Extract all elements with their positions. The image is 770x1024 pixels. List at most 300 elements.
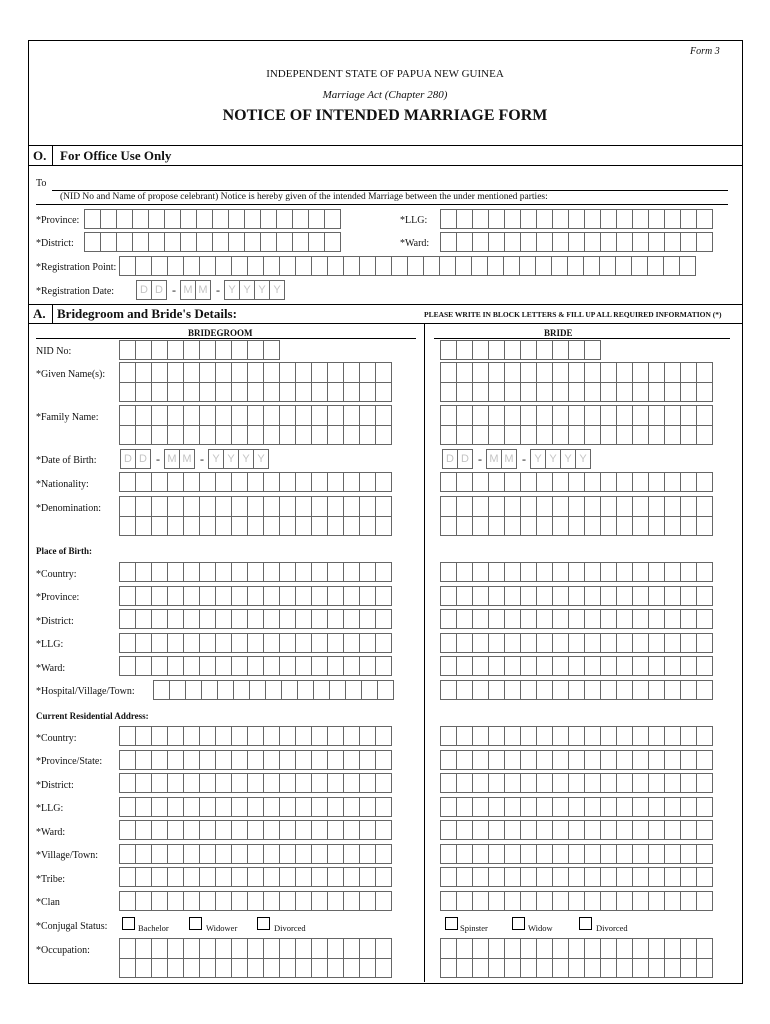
char-box[interactable] <box>231 750 248 770</box>
char-box[interactable] <box>311 256 328 276</box>
char-box[interactable] <box>648 496 665 536</box>
char-box[interactable] <box>183 867 200 887</box>
char-box[interactable] <box>600 867 617 887</box>
char-box[interactable] <box>535 256 552 276</box>
char-box[interactable] <box>231 586 248 606</box>
bride-birth-country-boxes[interactable] <box>440 562 713 582</box>
char-box[interactable] <box>616 656 633 676</box>
char-box[interactable] <box>504 891 521 911</box>
char-box[interactable] <box>583 256 600 276</box>
char-box[interactable] <box>680 750 697 770</box>
char-box[interactable] <box>167 340 184 360</box>
char-box[interactable] <box>536 820 553 840</box>
char-box[interactable] <box>440 633 457 653</box>
char-box[interactable] <box>504 750 521 770</box>
char-box[interactable] <box>263 340 280 360</box>
char-box[interactable] <box>504 472 521 492</box>
char-box[interactable] <box>279 496 296 536</box>
char-box[interactable] <box>456 609 473 629</box>
char-box[interactable] <box>327 797 344 817</box>
char-box[interactable] <box>600 844 617 864</box>
char-box[interactable] <box>472 773 489 793</box>
char-box[interactable] <box>263 362 280 402</box>
char-box[interactable] <box>584 867 601 887</box>
char-box[interactable] <box>228 232 245 252</box>
char-box[interactable] <box>440 820 457 840</box>
char-box[interactable] <box>440 773 457 793</box>
char-box[interactable] <box>440 797 457 817</box>
char-box[interactable] <box>359 773 376 793</box>
char-box[interactable] <box>263 938 280 978</box>
char-box[interactable] <box>327 633 344 653</box>
char-box[interactable] <box>327 726 344 746</box>
char-box[interactable] <box>375 633 392 653</box>
char-box[interactable] <box>472 362 489 402</box>
groom-address-country-boxes[interactable] <box>119 726 392 746</box>
char-box[interactable] <box>632 209 649 229</box>
char-box[interactable] <box>247 844 264 864</box>
char-box[interactable] <box>231 362 248 402</box>
bride-address-llg-boxes[interactable] <box>440 797 713 817</box>
registration-date-boxes[interactable] <box>137 280 285 300</box>
char-box[interactable] <box>536 586 553 606</box>
char-box[interactable] <box>359 656 376 676</box>
char-box[interactable] <box>680 797 697 817</box>
char-box[interactable] <box>600 232 617 252</box>
char-box[interactable] <box>311 472 328 492</box>
char-box[interactable] <box>247 750 264 770</box>
char-box[interactable] <box>520 844 537 864</box>
char-box[interactable] <box>680 362 697 402</box>
char-box[interactable] <box>311 891 328 911</box>
char-box[interactable] <box>440 232 457 252</box>
char-box[interactable] <box>664 209 681 229</box>
char-box[interactable] <box>343 867 360 887</box>
char-box[interactable] <box>247 820 264 840</box>
char-box[interactable] <box>520 209 537 229</box>
char-box[interactable] <box>295 405 312 445</box>
char-box[interactable] <box>680 633 697 653</box>
char-box[interactable] <box>167 656 184 676</box>
char-box[interactable] <box>679 256 696 276</box>
char-box[interactable] <box>520 496 537 536</box>
char-box[interactable] <box>231 633 248 653</box>
date-digit-box[interactable]: Y <box>575 449 591 469</box>
char-box[interactable] <box>472 472 489 492</box>
char-box[interactable] <box>584 797 601 817</box>
char-box[interactable] <box>568 891 585 911</box>
char-box[interactable] <box>632 726 649 746</box>
char-box[interactable] <box>664 562 681 582</box>
char-box[interactable] <box>440 680 457 700</box>
char-box[interactable] <box>552 562 569 582</box>
char-box[interactable] <box>632 633 649 653</box>
char-box[interactable] <box>456 750 473 770</box>
char-box[interactable] <box>568 362 585 402</box>
char-box[interactable] <box>263 844 280 864</box>
char-box[interactable] <box>311 609 328 629</box>
char-box[interactable] <box>488 362 505 402</box>
char-box[interactable] <box>135 405 152 445</box>
char-box[interactable] <box>311 633 328 653</box>
char-box[interactable] <box>664 496 681 536</box>
char-box[interactable] <box>215 496 232 536</box>
char-box[interactable] <box>664 867 681 887</box>
char-box[interactable] <box>167 256 184 276</box>
char-box[interactable] <box>440 586 457 606</box>
char-box[interactable] <box>119 773 136 793</box>
char-box[interactable] <box>215 472 232 492</box>
char-box[interactable] <box>680 726 697 746</box>
char-box[interactable] <box>696 726 713 746</box>
char-box[interactable] <box>135 472 152 492</box>
char-box[interactable] <box>311 726 328 746</box>
date-digit-box[interactable]: Y <box>208 449 224 469</box>
char-box[interactable] <box>231 340 248 360</box>
bride-address-ward-boxes[interactable] <box>440 820 713 840</box>
char-box[interactable] <box>231 496 248 536</box>
char-box[interactable] <box>456 867 473 887</box>
char-box[interactable] <box>440 656 457 676</box>
char-box[interactable] <box>632 609 649 629</box>
groom-dob-boxes[interactable] <box>121 449 269 469</box>
char-box[interactable] <box>343 820 360 840</box>
char-box[interactable] <box>648 867 665 887</box>
char-box[interactable] <box>279 773 296 793</box>
char-box[interactable] <box>244 209 261 229</box>
char-box[interactable] <box>375 726 392 746</box>
char-box[interactable] <box>472 609 489 629</box>
char-box[interactable] <box>440 405 457 445</box>
char-box[interactable] <box>471 256 488 276</box>
groom-family-name-boxes[interactable] <box>119 405 392 445</box>
char-box[interactable] <box>455 256 472 276</box>
char-box[interactable] <box>183 656 200 676</box>
char-box[interactable] <box>215 820 232 840</box>
char-box[interactable] <box>247 362 264 402</box>
char-box[interactable] <box>119 472 136 492</box>
char-box[interactable] <box>375 472 392 492</box>
char-box[interactable] <box>359 726 376 746</box>
char-box[interactable] <box>520 680 537 700</box>
char-box[interactable] <box>295 726 312 746</box>
bride-spinster-checkbox[interactable] <box>445 917 458 930</box>
char-box[interactable] <box>488 472 505 492</box>
char-box[interactable] <box>135 562 152 582</box>
char-box[interactable] <box>504 586 521 606</box>
char-box[interactable] <box>263 867 280 887</box>
char-box[interactable] <box>215 891 232 911</box>
char-box[interactable] <box>680 496 697 536</box>
char-box[interactable] <box>472 750 489 770</box>
char-box[interactable] <box>279 844 296 864</box>
char-box[interactable] <box>632 405 649 445</box>
char-box[interactable] <box>456 496 473 536</box>
char-box[interactable] <box>456 340 473 360</box>
char-box[interactable] <box>680 867 697 887</box>
char-box[interactable] <box>648 656 665 676</box>
char-box[interactable] <box>295 773 312 793</box>
char-box[interactable] <box>520 232 537 252</box>
office-llg-boxes[interactable] <box>440 209 713 229</box>
char-box[interactable] <box>343 362 360 402</box>
char-box[interactable] <box>632 362 649 402</box>
char-box[interactable] <box>375 586 392 606</box>
char-box[interactable] <box>616 609 633 629</box>
char-box[interactable] <box>488 867 505 887</box>
char-box[interactable] <box>440 472 457 492</box>
char-box[interactable] <box>648 405 665 445</box>
char-box[interactable] <box>472 340 489 360</box>
char-box[interactable] <box>151 844 168 864</box>
char-box[interactable] <box>199 405 216 445</box>
char-box[interactable] <box>696 680 713 700</box>
char-box[interactable] <box>247 938 264 978</box>
char-box[interactable] <box>616 472 633 492</box>
char-box[interactable] <box>440 750 457 770</box>
char-box[interactable] <box>616 496 633 536</box>
char-box[interactable] <box>212 209 229 229</box>
char-box[interactable] <box>279 405 296 445</box>
char-box[interactable] <box>472 209 489 229</box>
char-box[interactable] <box>680 405 697 445</box>
char-box[interactable] <box>599 256 616 276</box>
char-box[interactable] <box>183 472 200 492</box>
char-box[interactable] <box>552 844 569 864</box>
char-box[interactable] <box>135 256 152 276</box>
char-box[interactable] <box>488 750 505 770</box>
char-box[interactable] <box>616 586 633 606</box>
char-box[interactable] <box>247 405 264 445</box>
char-box[interactable] <box>135 633 152 653</box>
char-box[interactable] <box>327 405 344 445</box>
char-box[interactable] <box>183 256 200 276</box>
char-box[interactable] <box>568 472 585 492</box>
char-box[interactable] <box>119 820 136 840</box>
char-box[interactable] <box>536 405 553 445</box>
char-box[interactable] <box>199 938 216 978</box>
registration-point-boxes[interactable] <box>119 256 696 276</box>
char-box[interactable] <box>151 633 168 653</box>
char-box[interactable] <box>632 232 649 252</box>
char-box[interactable] <box>584 680 601 700</box>
char-box[interactable] <box>183 773 200 793</box>
char-box[interactable] <box>151 362 168 402</box>
char-box[interactable] <box>536 750 553 770</box>
char-box[interactable] <box>247 867 264 887</box>
char-box[interactable] <box>680 472 697 492</box>
char-box[interactable] <box>151 405 168 445</box>
char-box[interactable] <box>231 656 248 676</box>
char-box[interactable] <box>375 867 392 887</box>
char-box[interactable] <box>568 633 585 653</box>
char-box[interactable] <box>600 891 617 911</box>
char-box[interactable] <box>167 496 184 536</box>
char-box[interactable] <box>151 586 168 606</box>
char-box[interactable] <box>568 750 585 770</box>
char-box[interactable] <box>151 750 168 770</box>
char-box[interactable] <box>680 609 697 629</box>
char-box[interactable] <box>616 820 633 840</box>
char-box[interactable] <box>183 586 200 606</box>
office-ward-boxes[interactable] <box>440 232 713 252</box>
char-box[interactable] <box>359 496 376 536</box>
char-box[interactable] <box>180 209 197 229</box>
char-box[interactable] <box>520 633 537 653</box>
char-box[interactable] <box>440 609 457 629</box>
char-box[interactable] <box>584 496 601 536</box>
char-box[interactable] <box>552 209 569 229</box>
char-box[interactable] <box>119 656 136 676</box>
char-box[interactable] <box>504 797 521 817</box>
char-box[interactable] <box>359 844 376 864</box>
char-box[interactable] <box>279 726 296 746</box>
char-box[interactable] <box>648 750 665 770</box>
char-box[interactable] <box>119 609 136 629</box>
char-box[interactable] <box>215 750 232 770</box>
char-box[interactable] <box>520 340 537 360</box>
char-box[interactable] <box>279 256 296 276</box>
char-box[interactable] <box>520 472 537 492</box>
char-box[interactable] <box>199 891 216 911</box>
char-box[interactable] <box>359 586 376 606</box>
char-box[interactable] <box>151 562 168 582</box>
char-box[interactable] <box>552 750 569 770</box>
date-digit-box[interactable]: Y <box>224 280 240 300</box>
char-box[interactable] <box>343 562 360 582</box>
char-box[interactable] <box>311 405 328 445</box>
char-box[interactable] <box>183 750 200 770</box>
char-box[interactable] <box>472 562 489 582</box>
char-box[interactable] <box>648 797 665 817</box>
char-box[interactable] <box>536 562 553 582</box>
char-box[interactable] <box>311 586 328 606</box>
char-box[interactable] <box>292 232 309 252</box>
char-box[interactable] <box>167 362 184 402</box>
char-box[interactable] <box>488 844 505 864</box>
char-box[interactable] <box>600 586 617 606</box>
char-box[interactable] <box>327 586 344 606</box>
char-box[interactable] <box>520 750 537 770</box>
char-box[interactable] <box>440 209 457 229</box>
char-box[interactable] <box>295 609 312 629</box>
date-digit-box[interactable]: D <box>120 449 136 469</box>
char-box[interactable] <box>600 609 617 629</box>
char-box[interactable] <box>584 773 601 793</box>
char-box[interactable] <box>343 938 360 978</box>
char-box[interactable] <box>664 726 681 746</box>
char-box[interactable] <box>263 726 280 746</box>
char-box[interactable] <box>488 609 505 629</box>
char-box[interactable] <box>664 797 681 817</box>
char-box[interactable] <box>375 256 392 276</box>
char-box[interactable] <box>536 773 553 793</box>
char-box[interactable] <box>263 633 280 653</box>
char-box[interactable] <box>167 797 184 817</box>
char-box[interactable] <box>664 680 681 700</box>
char-box[interactable] <box>504 340 521 360</box>
char-box[interactable] <box>664 773 681 793</box>
char-box[interactable] <box>568 680 585 700</box>
char-box[interactable] <box>664 232 681 252</box>
char-box[interactable] <box>456 562 473 582</box>
char-box[interactable] <box>375 562 392 582</box>
char-box[interactable] <box>552 362 569 402</box>
char-box[interactable] <box>199 562 216 582</box>
char-box[interactable] <box>295 797 312 817</box>
char-box[interactable] <box>536 232 553 252</box>
char-box[interactable] <box>217 680 234 700</box>
char-box[interactable] <box>456 891 473 911</box>
groom-birth-district-boxes[interactable] <box>119 609 392 629</box>
char-box[interactable] <box>520 820 537 840</box>
char-box[interactable] <box>135 609 152 629</box>
char-box[interactable] <box>568 496 585 536</box>
char-box[interactable] <box>231 891 248 911</box>
char-box[interactable] <box>488 680 505 700</box>
char-box[interactable] <box>696 586 713 606</box>
char-box[interactable] <box>456 586 473 606</box>
char-box[interactable] <box>215 773 232 793</box>
char-box[interactable] <box>183 340 200 360</box>
char-box[interactable] <box>536 496 553 536</box>
char-box[interactable] <box>359 891 376 911</box>
char-box[interactable] <box>488 340 505 360</box>
char-box[interactable] <box>151 938 168 978</box>
char-box[interactable] <box>552 773 569 793</box>
groom-birth-ward-boxes[interactable] <box>119 656 392 676</box>
char-box[interactable] <box>167 773 184 793</box>
char-box[interactable] <box>664 656 681 676</box>
char-box[interactable] <box>265 680 282 700</box>
char-box[interactable] <box>696 362 713 402</box>
char-box[interactable] <box>359 938 376 978</box>
char-box[interactable] <box>632 891 649 911</box>
char-box[interactable] <box>231 472 248 492</box>
char-box[interactable] <box>551 256 568 276</box>
char-box[interactable] <box>135 891 152 911</box>
char-box[interactable] <box>295 867 312 887</box>
char-box[interactable] <box>215 938 232 978</box>
char-box[interactable] <box>183 891 200 911</box>
char-box[interactable] <box>696 656 713 676</box>
char-box[interactable] <box>456 633 473 653</box>
char-box[interactable] <box>281 680 298 700</box>
char-box[interactable] <box>456 820 473 840</box>
char-box[interactable] <box>359 562 376 582</box>
char-box[interactable] <box>680 586 697 606</box>
char-box[interactable] <box>119 586 136 606</box>
char-box[interactable] <box>164 232 181 252</box>
char-box[interactable] <box>279 586 296 606</box>
char-box[interactable] <box>375 362 392 402</box>
char-box[interactable] <box>151 726 168 746</box>
char-box[interactable] <box>631 256 648 276</box>
char-box[interactable] <box>151 820 168 840</box>
char-box[interactable] <box>167 562 184 582</box>
char-box[interactable] <box>260 209 277 229</box>
char-box[interactable] <box>552 938 569 978</box>
char-box[interactable] <box>324 209 341 229</box>
char-box[interactable] <box>119 844 136 864</box>
char-box[interactable] <box>167 405 184 445</box>
char-box[interactable] <box>664 938 681 978</box>
char-box[interactable] <box>584 340 601 360</box>
char-box[interactable] <box>440 726 457 746</box>
char-box[interactable] <box>295 562 312 582</box>
char-box[interactable] <box>295 844 312 864</box>
char-box[interactable] <box>504 844 521 864</box>
